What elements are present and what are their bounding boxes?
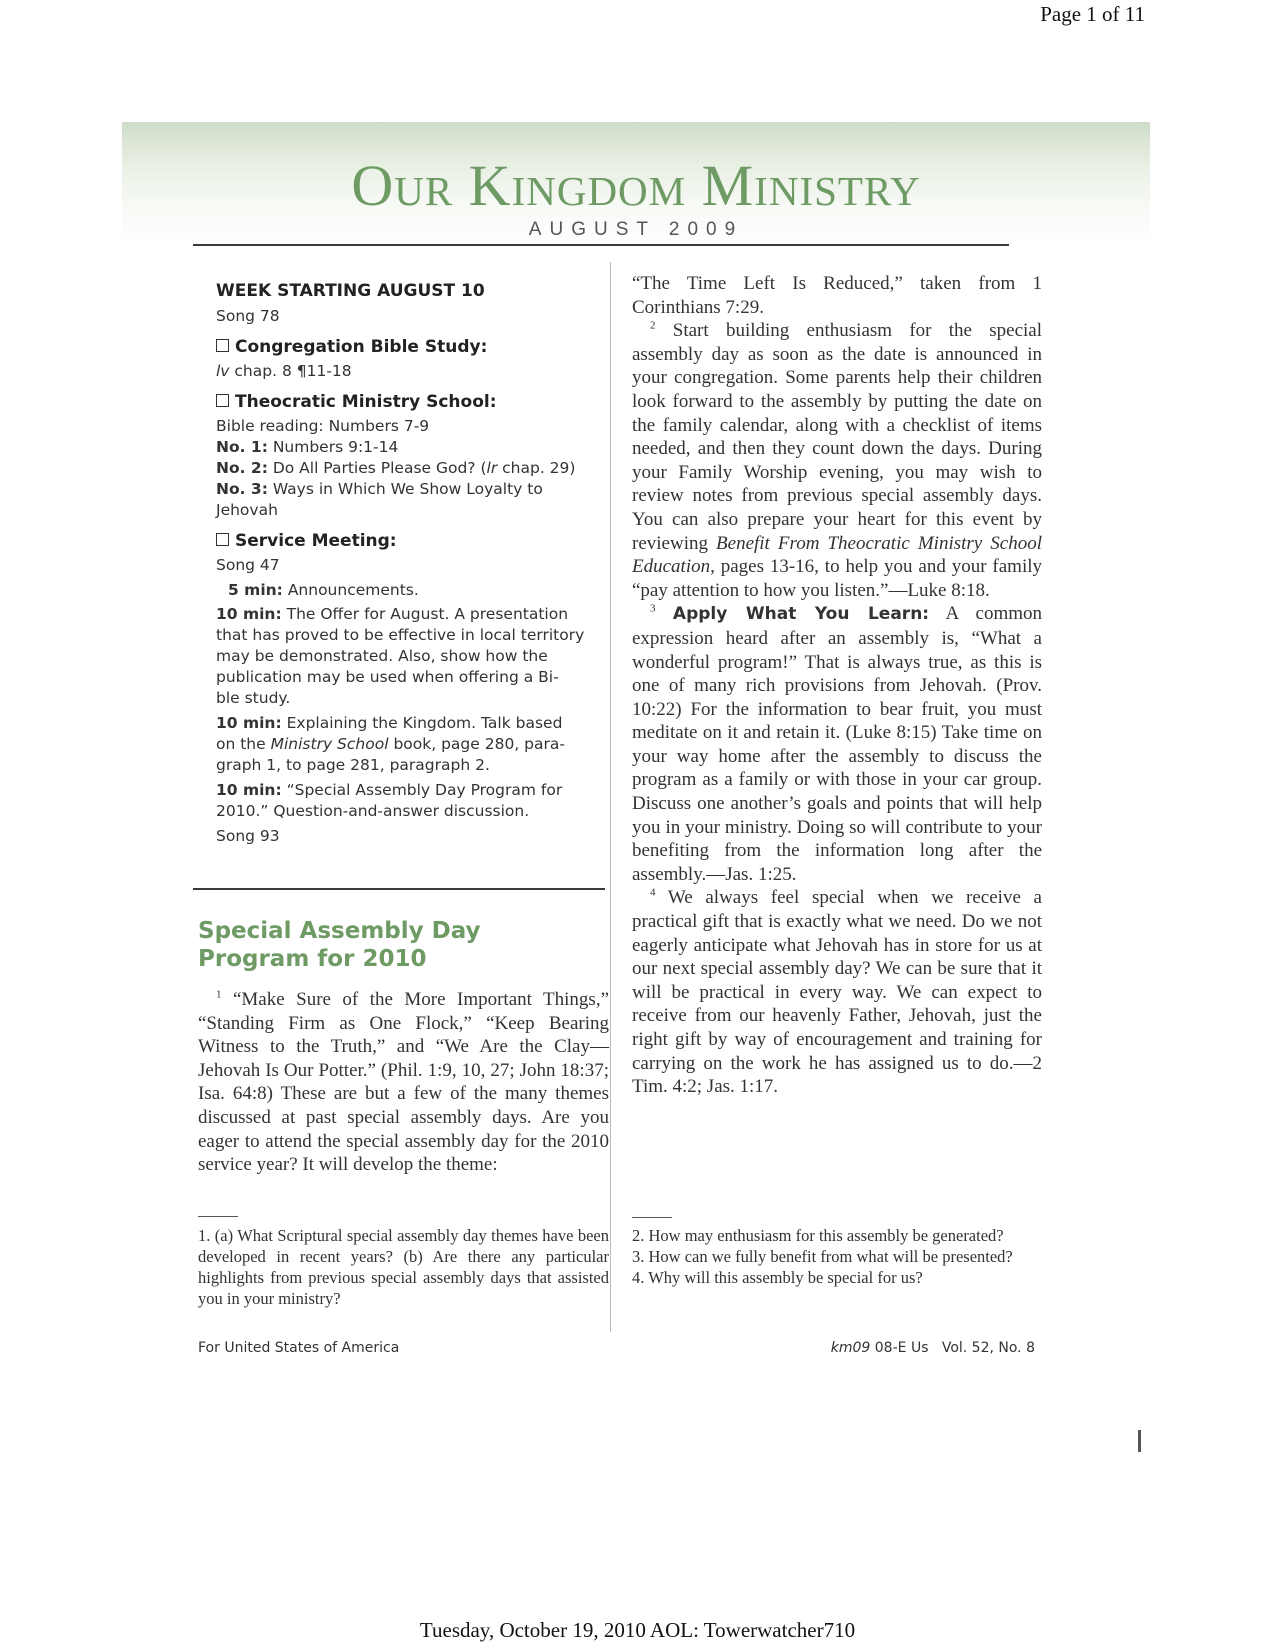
page-number: Page 1 of 11	[1040, 2, 1145, 26]
sm-heading: Service Meeting:	[216, 531, 397, 551]
opening-song: Song 78	[216, 307, 280, 325]
question-2: 2. How may enthusiasm for this assembly be generated?	[632, 1226, 1004, 1245]
part-kingdom-l2: on the Ministry School book, page 280, para-	[216, 735, 565, 753]
bible-reading: Bible reading: Numbers 7-9	[216, 417, 430, 435]
part-program-l2: 2010.” Question-and-answer discussion.	[216, 802, 530, 820]
part-offer-l2: that has proved to be effective in local territory	[216, 626, 585, 644]
closing-song: Song 93	[216, 827, 280, 845]
checkbox-icon	[216, 339, 229, 352]
part-announcements: 5 min: Announcements.	[228, 581, 419, 599]
sm-song: Song 47	[216, 556, 280, 574]
margin-mark	[1138, 1430, 1141, 1452]
tms-no3: No. 3: Ways in Which We Show Loyalty to	[216, 480, 543, 498]
footnote-rule	[198, 1216, 238, 1217]
footer-issue: km09 08-E Us Vol. 52, No. 8	[830, 1340, 1035, 1356]
column-divider	[610, 262, 611, 1332]
print-footer: Tuesday, October 19, 2010 AOL: Towerwatcher710	[419, 1618, 856, 1642]
checkbox-icon	[216, 533, 229, 546]
part-kingdom: 10 min: Explaining the Kingdom. Talk based	[216, 714, 563, 732]
part-kingdom-l3: graph 1, to page 281, paragraph 2.	[216, 756, 490, 774]
footer-region: For United States of America	[198, 1340, 400, 1356]
tms-no2: No. 2: Do All Parties Please God? (lr chap. 29)	[216, 459, 576, 477]
paragraph-1-continued: “The Time Left Is Reduced,” taken from 1 Corinthians 7:29.	[632, 273, 1042, 318]
question-1: 1. (a) What Scriptural special assembly day themes have been developed in recent years? (b) Are there any particular highlights from previous special assembly days that assisted you in your ministry?	[198, 1226, 609, 1308]
tms-no1: No. 1: Numbers 9:1-14	[216, 438, 399, 456]
cbs-reference: lv chap. 8 ¶11-18	[216, 362, 352, 380]
paragraph-3: $^3$ Apply What You Learn: A common expression heard after an assembly is, “What a wonderful program!” That is always true, as this is one of many rich provisions from Jehovah. (Prov. 10:22) For the information to bear fruit, you must meditate on it and retain it. (Luke 8:15) Take time on your way home after the assembly to discuss the program as a family or with those in your car group. Discuss one another’s goals and points that will help you in your ministry. Doing so will contribute to your benefiting from the information long after the assembly.—Jas. 1:25.	[632, 602, 1043, 885]
section-rule	[193, 888, 605, 890]
masthead-title: Our Kingdom Ministry	[351, 153, 921, 218]
questions-2-4	[632, 1225, 1042, 1288]
masthead-rule	[193, 244, 1009, 246]
footnote-rule	[632, 1217, 672, 1218]
part-offer-l3: may be demonstrated. Also, show how the	[216, 647, 548, 665]
masthead-date: AUGUST 2009	[528, 219, 744, 240]
paragraph-4: $^4$ We always feel special when we receive a practical gift that is exactly what we need. Do we not eagerly anticipate what Jehovah has in store for us at our next special assembly day? We can be sure that it will be practical in every way. We can expect to receive from our heavenly Father, Jehovah, just the right gift by way of encouragement and training for carrying on the work he has assigned us to do.—2 Tim. 4:2; Jas. 1:17.	[632, 887, 1042, 1098]
right-column-text	[632, 272, 1042, 1099]
paragraph-1: $^1$ “Make Sure of the More Important Things,” “Standing Firm as One Flock,” “Keep Bearing Witness to the Truth,” and “We Are the Clay—Jehovah Is Our Potter.” (Phil. 1:9, 10, 27; John 18:37; Isa. 64:8) These are but a few of the many themes discussed at past special assembly days. Are you eager to attend the special assembly day for the 2010 service year? It will develop the theme:	[198, 988, 609, 1176]
question-3: 3. How can we fully benefit from what will be presented?	[632, 1247, 1013, 1266]
paragraph-2: $^2$ Start building enthusiasm for the special assembly day as soon as the date is announced in your congregation. Some parents help their children look forward to the assembly by putting the date on the family calendar, along with a checklist of items needed, and then they count down the days. During your Family Worship evening, you may wish to review notes from previous special assembly days. You can also prepare your heart for this event by reviewing Benefit From Theocratic Ministry School Education, pages 13-16, to help you and your family “pay attention to how you listen.”—Luke 8:18.	[632, 319, 1042, 601]
checkbox-icon	[216, 394, 229, 407]
tms-no3-cont: Jehovah	[216, 501, 278, 519]
part-offer: 10 min: The Offer for August. A presentation	[216, 605, 569, 623]
tms-heading: Theocratic Ministry School:	[216, 392, 497, 412]
part-offer-l5: ble study.	[216, 689, 291, 707]
week-heading: WEEK STARTING AUGUST 10	[216, 281, 485, 301]
article-title: Special Assembly Day Program for 2010	[198, 918, 481, 972]
part-program: 10 min: “Special Assembly Day Program for	[216, 781, 563, 799]
cbs-heading: Congregation Bible Study:	[216, 337, 487, 357]
question-4: 4. Why will this assembly be special for us?	[632, 1268, 923, 1287]
part-offer-l4: publication may be used when offering a Bi-	[216, 668, 559, 686]
